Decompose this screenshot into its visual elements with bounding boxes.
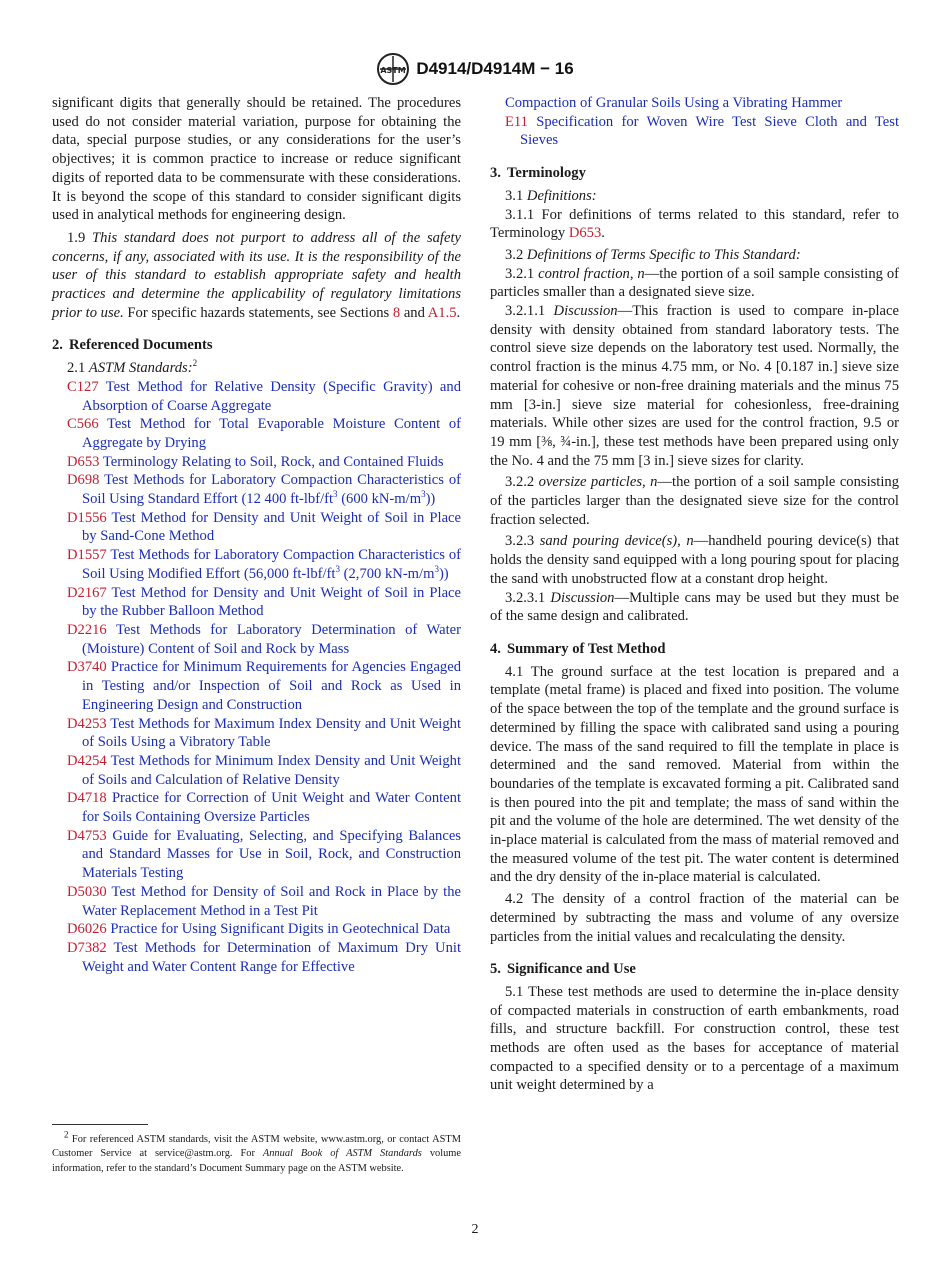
section-1-9: 1.9 This standard does not purport to address all of the safety concerns, if any, associated with its use. It is the responsibility of the user of this standard to establish appropriate safety and health practices and determine the applicability of regulatory limitations prior to use. For specific hazards statements, see Sections 8 and A1.5. (52, 229, 461, 321)
section-4-1: 4.1 The ground surface at the test location is prepared and a template (metal frame) is placed and fixed into position. The volume of the space between the top of the template and the ground surface is determined by filling the space with calibrated sand using a pouring device. The mass of the sand required to fill the template in place is determined and the sand removed. Material from within the boundaries of the template is excavated forming a pit. Calibrated sand is then poured into the pit and template; the mass of sand within the pit and the volume of the hole are determined. The wet density of the in-place material is calculated from the mass of material removed and the measured volume of the test pit. The water content is determined and the dry density of the in-place material is calculated. (490, 663, 899, 886)
reference-item[interactable]: C127 Test Method for Relative Density (Specific Gravity) and Absorption of Coarse Aggregate (67, 378, 461, 414)
svg-text:ASTM: ASTM (380, 66, 406, 75)
left-column (52, 94, 461, 976)
section-heading-2: 2. Referenced Documents (52, 337, 213, 354)
reference-item[interactable]: D653 Terminology Relating to Soil, Rock, and Contained Fluids (67, 453, 444, 470)
annex-link[interactable]: A1.5 (427, 304, 457, 321)
reference-item[interactable]: E11 Specification for Woven Wire Test Sieve Cloth and Test Sieves (505, 113, 899, 149)
right-column (490, 94, 899, 1095)
reference-item[interactable]: D2167 Test Method for Density and Unit Weight of Soil in Place by the Rubber Balloon Method (67, 584, 461, 620)
reference-item[interactable]: D4254 Test Methods for Minimum Index Density and Unit Weight of Soils and Calculation of Relative Density (67, 752, 461, 788)
reference-item[interactable]: D6026 Practice for Using Significant Digits in Geotechnical Data (67, 921, 451, 938)
reference-item-continued[interactable]: Compaction of Granular Soils Using a Vibrating Hammer (505, 95, 843, 111)
reference-item[interactable]: D4753 Guide for Evaluating, Selecting, and Specifying Balances and Standard Masses for Use in Soil, Rock, and Construction Materials Testing (67, 827, 461, 882)
section-heading-4: 4. Summary of Test Method (490, 640, 666, 657)
paragraph-intro: significant digits that generally should be retained. The procedures used do not consider material variation, purpose for obtaining the data, special purpose studies, or any considerations for the user’s objectives; it is common practice to increase or reduce significant digits of reported data to be commensurate with these considerations. It is beyond the scope of this standard to consider significant digits used in analytical methods for engineering design. (52, 95, 461, 224)
section-link[interactable]: 8 (392, 304, 401, 321)
section-3-2-1: 3.2.1 control fraction, n—the portion of a soil sample consisting of particles smaller than a designated sieve size. (490, 265, 899, 301)
section-3-2: 3.2 Definitions of Terms Specific to This Standard: (505, 246, 801, 263)
terminology-link[interactable]: D653 (568, 225, 602, 242)
reference-item[interactable]: D1556 Test Method for Density and Unit Weight of Soil in Place by Sand-Cone Method (67, 509, 461, 545)
reference-item[interactable]: C566 Test Method for Total Evaporable Moisture Content of Aggregate by Drying (67, 416, 461, 451)
section-3-2-1-1: 3.2.1.1 Discussion—This fraction is used to compare in-place density with density obtained from standard laboratory tests. The control sieve size depends on the laboratory test used. Normally, the control fraction is the minus 4.75 mm, or No. 4 [0.187 in.] sieve size material for cohesive or non-free draining materials and the minus 75 mm [3-in.] sieve size material for cohesionless, free-draining materials. While other sizes are used for the control fraction, 9.5 or 19 mm [⅜, ¾-in.], these test methods have been prepared using only the No. 4 and the 75 mm [3 in.] sieve sizes for clarity. (490, 303, 899, 469)
section-3-1: 3.1 Definitions: (505, 187, 597, 204)
section-3-2-3-1: 3.2.3.1 Discussion—Multiple cans may be used but they must be of the same design and calibrated. (490, 589, 900, 625)
section-3-1-1: 3.1.1 For definitions of terms related to this standard, refer to Terminology D653. (490, 206, 899, 242)
section-5-1: 5.1 These test methods are used to determine the in-place density of compacted materials in construction of earth embankments, road fills, and structure backfill. For construction control, these test methods are often used as the bases for acceptance of material compacted to a specified density or to a percentage of a maximum unit weight determined by a (490, 983, 899, 1094)
reference-item[interactable]: D698 Test Methods for Laboratory Compaction Characteristics of Soil Using Standard Effort (12 400 $ft-lbf/ft^3$ (600 $kN-m/m^3$)) (67, 472, 461, 508)
footnote-divider (52, 1124, 148, 1125)
reference-item[interactable]: D4253 Test Methods for Maximum Index Density and Unit Weight of Soils Using a Vibratory Table (67, 715, 462, 751)
standard-designation: D4914/D4914M − 16 (416, 59, 574, 78)
reference-item[interactable]: D3740 Practice for Minimum Requirements for Agencies Engaged in Testing and/or Inspection of Soil and Rock as Used in Engineering Design and Construction (67, 659, 461, 713)
section-3-2-3: 3.2.3 sand pouring device(s), n—handheld pouring device(s) that holds the density sand equipped with a long pouring spout for placing the sand with unobstructed flow at a constant drop height. (490, 533, 899, 587)
section-4-2: 4.2 The density of a control fraction of the material can be determined by subtracting the mass and volume of any oversize particles from the initial values and recalculating the density. (490, 891, 899, 945)
footnote-marker: 2 (192, 358, 198, 369)
section-3-2-2: 3.2.2 oversize particles, n—the portion of a soil sample consisting of the particles larger than the designated sieve size for the control fraction selected. (490, 474, 900, 528)
reference-item[interactable]: D4718 Practice for Correction of Unit Weight and Water Content for Soils Containing Oversize Particles (67, 790, 461, 826)
section-heading-5: 5. Significance and Use (490, 961, 636, 978)
reference-item[interactable]: D7382 Test Methods for Determination of Maximum Dry Unit Weight and Water Content Range for Effective (67, 939, 461, 975)
page-header (0, 52, 950, 86)
section-heading-3: 3. Terminology (490, 165, 586, 182)
reference-item[interactable]: D2216 Test Methods for Laboratory Determination of Water (Moisture) Content of Soil and Rock by Mass (67, 621, 461, 657)
reference-item[interactable]: D5030 Test Method for Density of Soil and Rock in Place by the Water Replacement Method in a Test Pit (67, 883, 461, 919)
astm-logo-icon (376, 52, 410, 86)
footnote: $^2$ For referenced ASTM standards, visit the ASTM website, www.astm.org, or contact ASTM Customer Service at service@astm.org. For Annual Book of ASTM Standards volume information, refer to the standard’s Document Summary page on the ASTM website. (52, 1129, 461, 1174)
reference-item[interactable]: D1557 Test Methods for Laboratory Compaction Characteristics of Soil Using Modified Effort (56,000 $ft-lbf/ft^3$ (2,700 $kN-m/m^3$)) (67, 547, 461, 582)
page-number: 2 (471, 1222, 479, 1237)
section-2-1: 2.1 ASTM Standards:$^2$ (67, 358, 198, 377)
